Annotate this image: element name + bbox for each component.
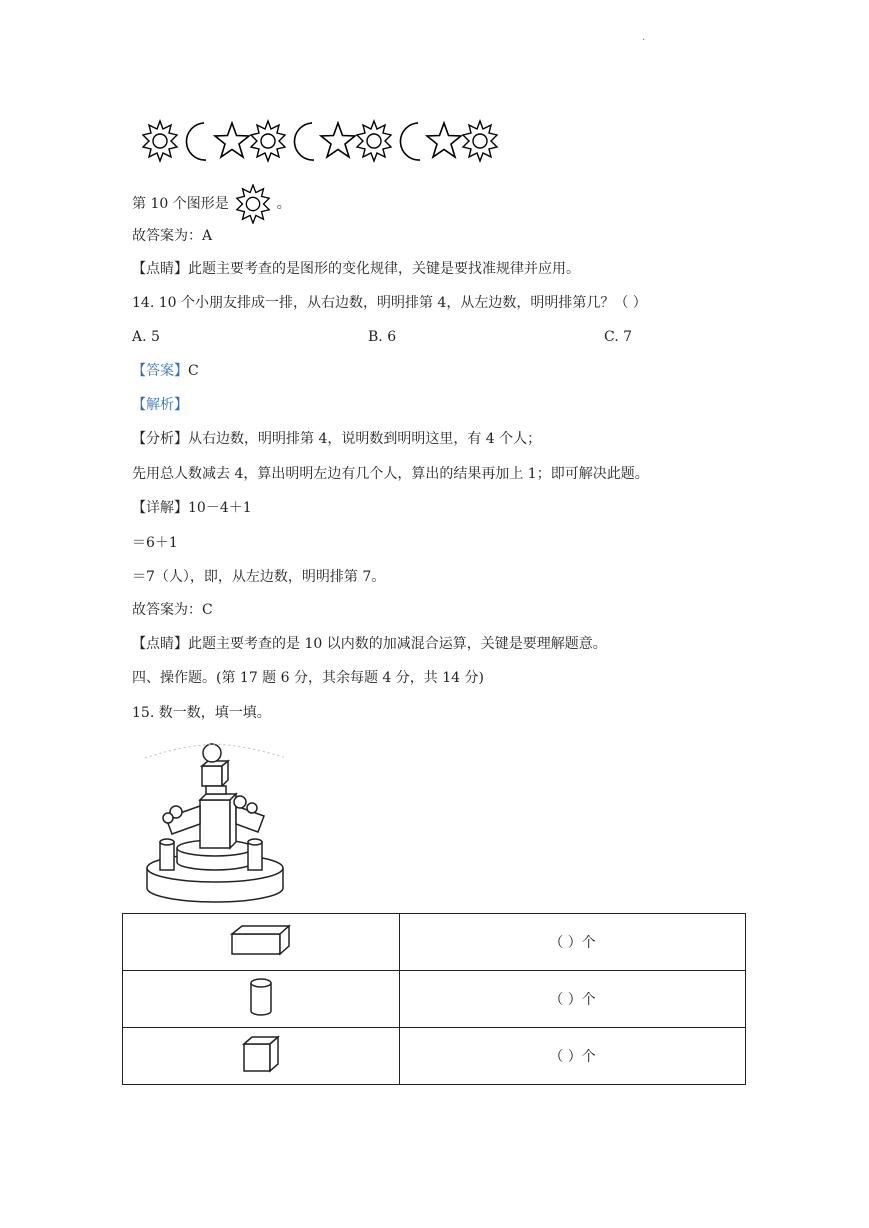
sun-icon bbox=[233, 184, 273, 224]
answer-line bbox=[132, 361, 199, 381]
table-cell-blank[interactable] bbox=[400, 1028, 746, 1085]
count-blank: （ ）个 bbox=[549, 1049, 596, 1065]
header-mark: . bbox=[642, 32, 646, 43]
point-14-line: 【点睛】此题主要考查的是 10 以内数的加减混合运算，关键是要理解题意。 bbox=[132, 636, 607, 652]
option-b: B. 6 bbox=[368, 329, 397, 345]
answer-c-line: 故答案为：C bbox=[132, 602, 213, 618]
answer-value: C bbox=[188, 363, 199, 379]
answer-10th-shape bbox=[132, 184, 291, 224]
moon-icon bbox=[400, 123, 420, 160]
table-row bbox=[123, 971, 746, 1028]
answer-10th-prefix: 第 10 个图形是 bbox=[132, 196, 229, 212]
table-row bbox=[123, 914, 746, 971]
point-13-line: 【点睛】此题主要考查的是图形的变化规律，关键是要找准规律并应用。 bbox=[132, 261, 580, 277]
answer-10th-suffix: 。 bbox=[276, 196, 291, 212]
count-table bbox=[122, 913, 746, 1085]
table-cell-blank[interactable] bbox=[400, 914, 746, 971]
star-icon bbox=[215, 123, 249, 157]
fenxi-line: 【分析】从右边数，明明排第 4，说明数到明明这里，有 4 个人； bbox=[132, 431, 542, 447]
cube-icon bbox=[241, 1034, 281, 1074]
table-cell-shape bbox=[123, 1028, 400, 1085]
fenxi-line-2: 先用总人数减去 4，算出明明左边有几个人，算出的结果再加上 1；即可解决此题。 bbox=[132, 466, 649, 482]
answer-label: 【答案】 bbox=[132, 363, 188, 379]
star-icon bbox=[321, 123, 355, 157]
answer-a-line: 故答案为：A bbox=[132, 228, 213, 244]
star-icon bbox=[427, 123, 461, 157]
table-row bbox=[123, 1028, 746, 1085]
step-3-line: ＝7（人），即，从左边数，明明排第 7。 bbox=[132, 569, 386, 585]
sun-icon bbox=[251, 121, 285, 161]
cylinder-icon bbox=[247, 976, 275, 1018]
moon-icon bbox=[294, 123, 314, 160]
analysis-label: 【解析】 bbox=[132, 397, 188, 413]
shape-pattern bbox=[142, 118, 502, 164]
count-blank: （ ）个 bbox=[549, 992, 596, 1008]
table-cell-shape bbox=[123, 914, 400, 971]
sun-icon bbox=[463, 121, 497, 161]
question-14: 14. 10 个小朋友排成一排，从右边数，明明排第 4，从左边数，明明排第几？（ ） bbox=[132, 295, 647, 311]
count-blank: （ ）个 bbox=[549, 935, 596, 951]
table-cell-blank[interactable] bbox=[400, 971, 746, 1028]
section-4-heading: 四、操作题。(第 17 题 6 分，其余每题 4 分，共 14 分) bbox=[132, 670, 484, 686]
moon-icon bbox=[186, 123, 206, 160]
option-a: A. 5 bbox=[132, 329, 160, 345]
sun-icon bbox=[143, 121, 177, 161]
option-c: C. 7 bbox=[604, 329, 633, 345]
step-2-line: ＝6＋1 bbox=[132, 535, 178, 551]
solid-figure-image bbox=[140, 740, 290, 905]
sun-icon bbox=[357, 121, 391, 161]
table-cell-shape bbox=[123, 971, 400, 1028]
xiangjie-line: 【详解】10－4＋1 bbox=[132, 500, 252, 516]
question-15: 15. 数一数，填一填。 bbox=[132, 705, 271, 721]
cuboid-icon bbox=[229, 923, 293, 957]
